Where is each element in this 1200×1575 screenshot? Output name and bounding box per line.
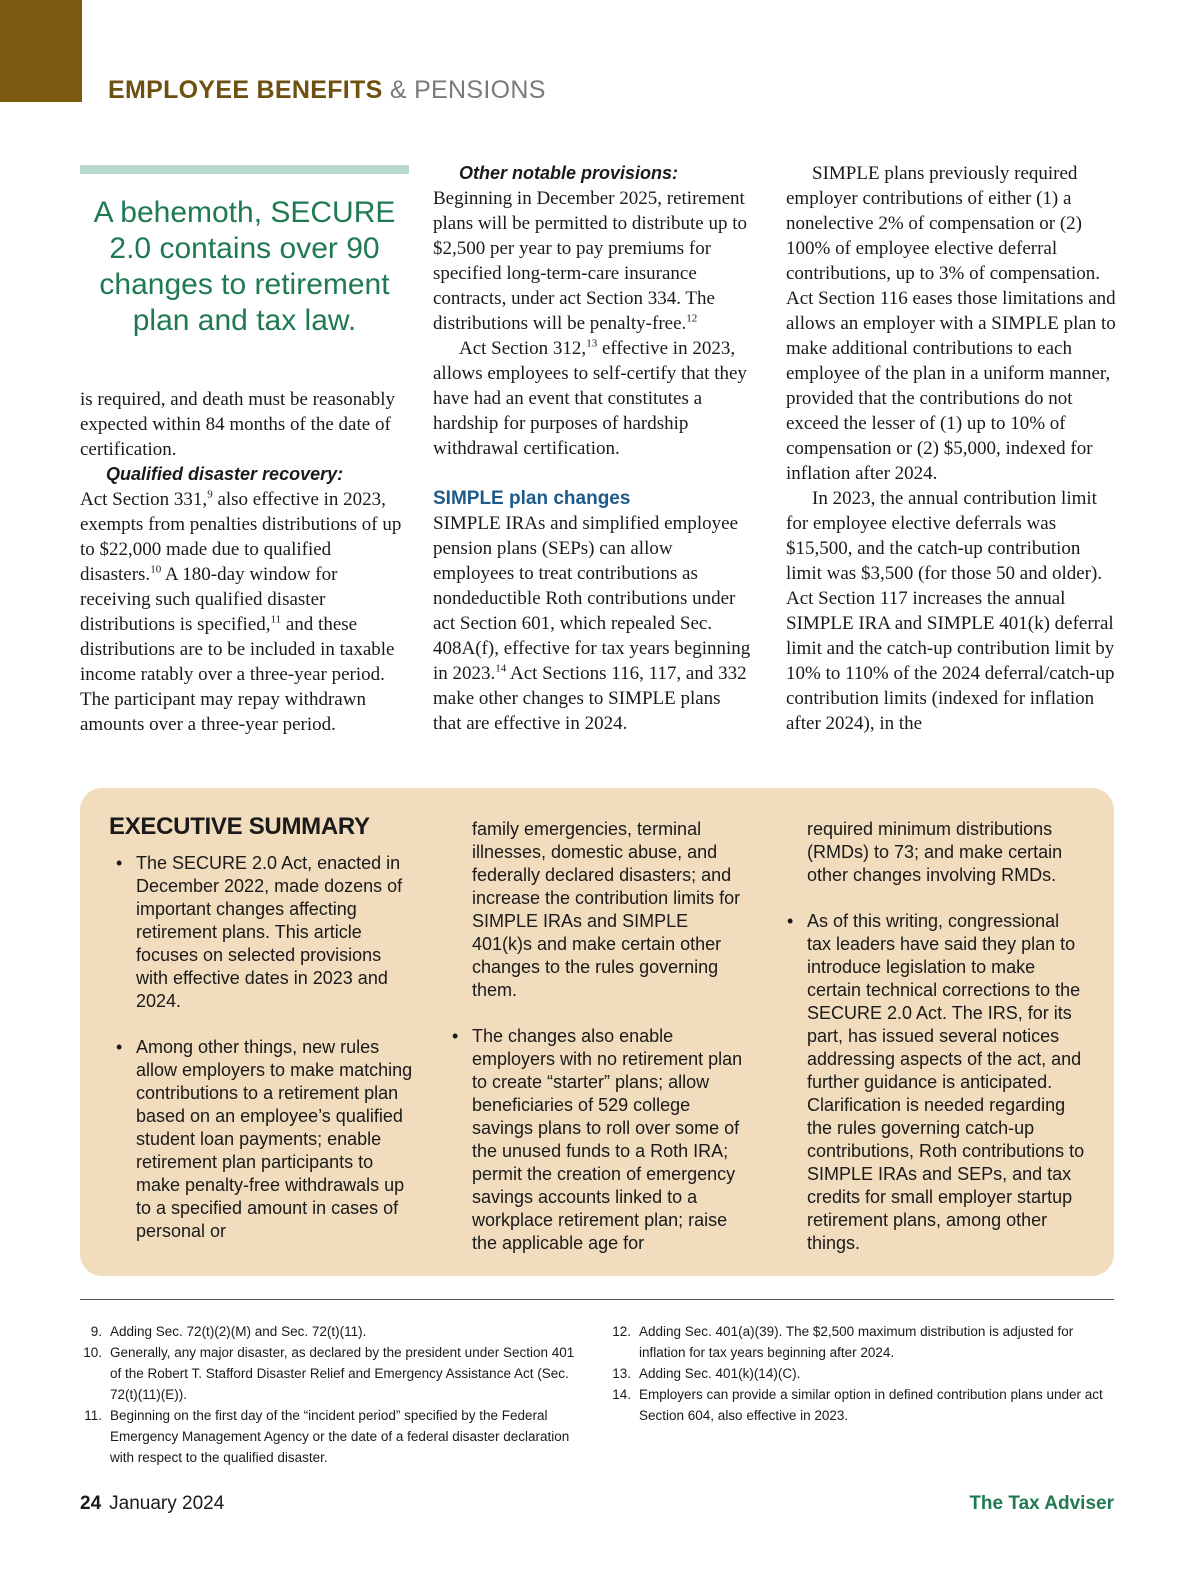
page-number: 24 <box>80 1493 102 1514</box>
summary-bullet-continued: family emergencies, terminal illnesses, domestic abuse, and federally declared disasters; and increase the contribution limits for SIMPLE IRAs and SIMPLE 401(k)s and make certain other changes to the rules governing them. <box>472 819 741 1000</box>
footnotes-left <box>80 1321 580 1468</box>
paragraph: SIMPLE IRAs and simplified employee pension plans (SEPs) can allow employees to treat contributions as nondeductible Roth contributions under act Section 601, which repealed Sec. 408A(f), effective for tax years beginning in 2023.14 Act Sections 116, 117, and 332 make other changes to SIMPLE plans that are effective in 2024. <box>433 513 751 734</box>
paragraph: is required, and death must be reasonably expected within 84 months of the date of certification. <box>80 389 395 460</box>
paragraph: SIMPLE plans previously required employer contributions of either (1) a nonelective 2% of compensation or (2) 100% of employee elective deferral contributions, up to 3% of compensation. Act Section 116 eases those limitations and allows an employer with a SIMPLE plan to make additional contributions to each employee of the plan in a uniform manner, provided that the contributions do not exceed the lesser of (1) up to 10% of compensation or (2) $5,000, indexed for inflation after 2024. <box>786 163 1116 484</box>
paragraph: Other notable provisions: Beginning in December 2025, retirement plans will be permitted to distribute up to $2,500 per year to pay premiums for specified long-term-care insurance contracts, under act Section 334. The distributions will be penalty-free.$^{12}$ <box>433 163 747 334</box>
section-header-strong: EMPLOYEE BENEFITS <box>108 76 383 104</box>
paragraph: Act Section 331,$^9$ also effective in 2023, exempts from penalties distributions of up to $22,000 made due to qualified disasters.$^{10}$ A 180-day window for receiving such qualified disaster distributions is specified,$^{11}$ and these distributions are to be included in taxable income ratably over a three-year period. The participant may repay withdrawn amounts over a three-year period. <box>80 488 402 735</box>
pull-quote: A behemoth, SECURE 2.0 contains over 90 changes to retirement plan and tax law. <box>93 196 396 337</box>
executive-summary-column-3 <box>780 818 1085 1278</box>
paragraph: In 2023, the annual contribution limit for employee elective deferrals was $15,500, and the catch-up contribution limit was $3,500 (for those 50 and older). Act Section 117 increases the annual SIMPLE IRA and SIMPLE 401(k) deferral limit and the catch-up contribution limit by 10% to 110% of the 2024 deferral/catch-up contribution limits (indexed for inflation after 2024), in the <box>786 488 1115 734</box>
page-footer-left <box>80 1493 224 1515</box>
footnote-ref[interactable]: 12 <box>686 312 698 325</box>
article-column-1 <box>80 387 410 737</box>
footnote-14: 14. Employers can provide a similar option in defined contribution plans under act Section 604, also effective in 2023. <box>612 1387 1103 1423</box>
summary-bullet: • The SECURE 2.0 Act, enacted in December 2022, made dozens of important changes affecting retirement plans. This article focuses on selected provisions with effective dates in 2023 and 2024. <box>109 852 414 1013</box>
footnote-ref[interactable]: 13 <box>586 337 598 350</box>
pull-quote-rule <box>80 165 409 174</box>
footnote-ref[interactable]: 10 <box>150 563 162 576</box>
article-column-2 <box>433 161 751 736</box>
footnote-ref[interactable]: 14 <box>495 662 507 675</box>
footnote-ref[interactable]: 11 <box>270 613 282 626</box>
footnote-10: 10. Generally, any major disaster, as declared by the president under Section 401 of the Robert T. Stafford Disaster Relief and Emergency Assistance Act (Sec. 72(t)(11)(E)). <box>83 1345 575 1402</box>
footnote-12: 12. Adding Sec. 401(a)(39). The $2,500 maximum distribution is adjusted for inflation for tax years beginning after 2024. <box>612 1324 1074 1360</box>
article-column-3 <box>786 161 1118 736</box>
section-header <box>108 76 546 105</box>
summary-bullet: • The changes also enable employers with no retirement plan to create “starter” plans; allow beneficiaries of 529 college savings plans to roll over some of the unused funds to a Roth IRA; permit the creation of emergency savings accounts linked to a workplace retirement plan; raise the applicable age for <box>445 1025 750 1255</box>
summary-bullet: • Among other things, new rules allow employers to make matching contributions to a retirement plan based on an employee’s qualified student loan payments; enable retirement plan participants to make penalty-free withdrawals up to a specified amount in cases of personal or <box>109 1036 414 1243</box>
summary-bullet: • As of this writing, congressional tax leaders have said they plan to introduce legislation to make certain technical corrections to the SECURE 2.0 Act. The IRS, for its part, has issued several notices addressing aspects of the act, and further guidance is anticipated. Clarification is needed regarding the rules governing catch-up contributions, Roth contributions to SIMPLE IRAs and SEPs, and tax credits for small employer startup retirement plans, among other things. <box>780 910 1085 1255</box>
footnote-11: 11. Beginning on the first day of the “incident period” specified by the Federal Emergency Management Agency or the date of a federal disaster declaration with respect to the qualified disaster. <box>84 1408 570 1465</box>
executive-summary-column-2 <box>445 818 750 1278</box>
run-in-heading-other-provisions: Other notable provisions: <box>459 163 679 183</box>
footnotes-divider <box>80 1299 1114 1300</box>
corner-color-block <box>0 0 82 102</box>
subheading-simple-plan-changes: SIMPLE plan changes <box>433 488 631 509</box>
executive-summary-column-1 <box>109 815 414 1266</box>
issue-date: January 2024 <box>109 1493 225 1514</box>
footnote-13: 13. Adding Sec. 401(k)(14)(C). <box>612 1366 801 1381</box>
publication-name: The Tax Adviser <box>969 1493 1114 1514</box>
executive-summary-title: EXECUTIVE SUMMARY <box>109 813 370 840</box>
section-header-light: & PENSIONS <box>389 76 546 104</box>
summary-bullet-continued: required minimum distributions (RMDs) to 73; and make certain other changes involving RMDs. <box>807 819 1063 885</box>
footnote-ref[interactable]: 9 <box>207 488 213 501</box>
footnotes-right <box>609 1321 1114 1426</box>
footnote-9: 9. Adding Sec. 72(t)(2)(M) and Sec. 72(t)(11). <box>90 1324 367 1339</box>
run-in-heading-qualified-disaster: Qualified disaster recovery: <box>106 464 344 484</box>
paragraph: Act Section 312,13 effective in 2023, allows employees to self-certify that they have had an event that constitutes a hardship for purposes of hardship withdrawal certification. <box>433 337 747 459</box>
